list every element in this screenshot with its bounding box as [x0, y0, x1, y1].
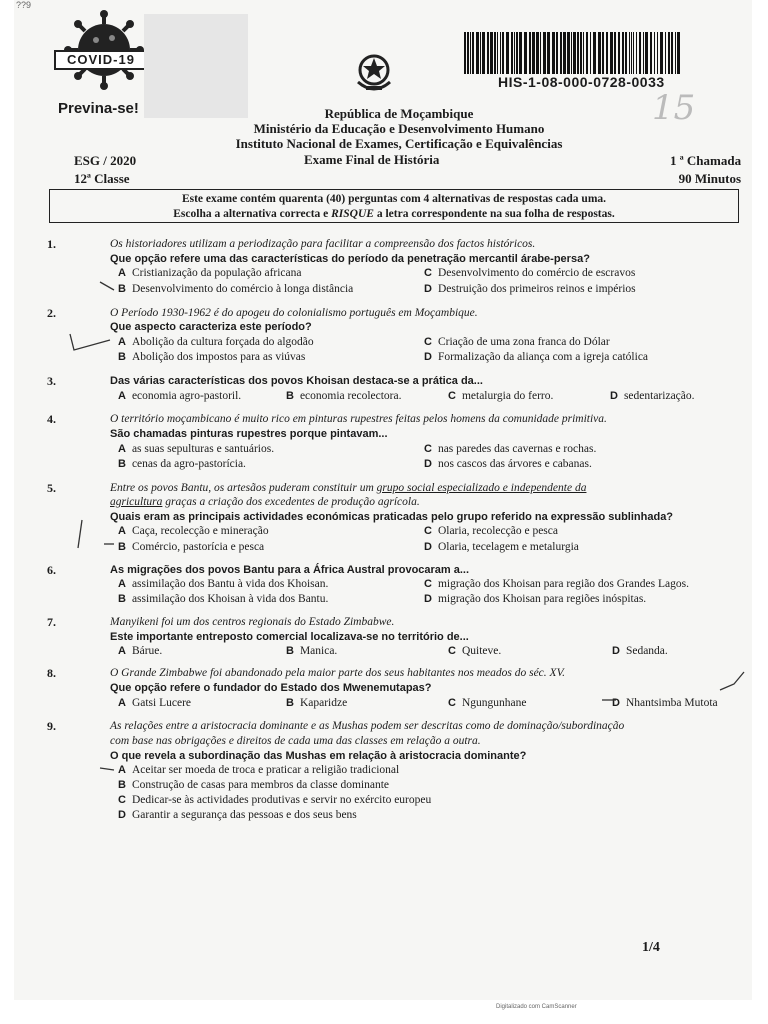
option-c[interactable]: C Quiteve.: [448, 645, 502, 657]
question-number: 8.: [47, 666, 56, 680]
call: 1 ª Chamada: [670, 153, 742, 168]
option-b[interactable]: B Manica.: [286, 645, 338, 657]
question-prompt: O que revela a subordinação das Mushas em relação à aristocracia dominante?: [110, 750, 527, 762]
exam-sheet: [14, 0, 752, 1000]
hand-marks: [14, 0, 752, 1000]
option-c[interactable]: C migração dos Khoisan para região dos Grandes Lagos.: [424, 578, 689, 590]
option-a[interactable]: A Caça, recolecção e mineração: [118, 525, 269, 537]
previna-label: Previna-se!: [58, 100, 139, 117]
question-stem: O território moçambicano é muito rico em pinturas rupestres feitas pelos homens da comunidade primitiva.: [110, 413, 607, 425]
question-prompt: Quais eram as principais actividades económicas praticadas pelo grupo referido na expressão sublinhada?: [110, 511, 674, 523]
option-b[interactable]: B economia recolectora.: [286, 390, 402, 402]
option-d[interactable]: D Olaria, tecelagem e metalurgia: [424, 541, 579, 553]
institute-title: Instituto Nacional de Exames, Certificação e Equivalências: [235, 136, 563, 151]
handwritten-mark: 15: [652, 88, 696, 128]
option-c[interactable]: C Criação de uma zona franca do Dólar: [424, 336, 610, 348]
scanner-watermark: Digitalizado com CamScanner: [496, 1004, 577, 1010]
question-stem: Os historiadores utilizam a periodização para facilitar a compreensão dos factos históricos.: [110, 238, 536, 250]
grade: 12ª Classe: [74, 171, 130, 186]
question-number: 3.: [47, 374, 56, 388]
question-number: 6.: [47, 563, 56, 577]
republic-title: República de Moçambique: [324, 106, 474, 121]
question-prompt: As migrações dos povos Bantu para a África Austral provocaram a...: [110, 564, 470, 576]
option-d[interactable]: D Nhantsimba Mutota: [612, 697, 718, 709]
instructions-line2: Escolha a alternativa correcta e RISQUE a letra correspondente na sua folha de respostas.: [173, 208, 615, 220]
question-stem: O Período 1930-1962 é do apogeu do colonialismo português em Moçambique.: [110, 307, 478, 319]
exam-code: HIS-1-08-000-0728-0033: [498, 74, 665, 90]
question-stem: Entre os povos Bantu, os artesãos puderam constituir um grupo social especializado e independente da: [110, 482, 587, 494]
option-a[interactable]: A Abolição da cultura forçada do algodão: [118, 336, 314, 348]
level: ESG / 2020: [74, 153, 137, 168]
question-prompt: Que opção refere uma das características do período da penetração mercantil árabe-persa?: [110, 253, 590, 265]
question-stem: As relações entre a aristocracia dominante e as Mushas podem ser descritas como de dominação/subordinação: [110, 720, 625, 732]
question-prompt: Este importante entreposto comercial localizava-se no território de...: [110, 631, 469, 643]
question-number: 7.: [47, 615, 56, 629]
question-stem-cont: agricultura graças a criação dos excedentes de produção agrícola.: [110, 496, 420, 508]
option-d[interactable]: D migração dos Khoisan para regiões inóspitas.: [424, 593, 647, 605]
option-d[interactable]: D sedentarização.: [610, 390, 695, 402]
option-b[interactable]: B cenas da agro-pastorícia.: [118, 458, 246, 470]
question-number: 5.: [47, 481, 56, 495]
duration: 90 Minutos: [678, 171, 742, 186]
option-b[interactable]: B Construção de casas para membros da classe dominante: [118, 779, 390, 791]
option-c[interactable]: C Desenvolvimento do comércio de escravos: [424, 267, 636, 279]
question-stem: Manyikeni foi um dos centros regionais do Estado Zimbabwe.: [110, 616, 395, 628]
question-number: 1.: [47, 237, 56, 251]
question-number: 9.: [47, 719, 56, 733]
question-number: 4.: [47, 412, 56, 426]
option-a[interactable]: A assimilação dos Bantu à vida dos Khoisan.: [118, 578, 329, 590]
option-a[interactable]: A Aceitar ser moeda de troca e praticar a religião tradicional: [118, 764, 400, 776]
question-prompt: São chamadas pinturas rupestres porque pintavam...: [110, 428, 388, 440]
option-c[interactable]: C Ngungunhane: [448, 697, 527, 709]
option-a[interactable]: A economia agro-pastoril.: [118, 390, 242, 402]
scan-note: ??9: [16, 0, 32, 10]
question-prompt: Que aspecto caracteriza este período?: [110, 321, 312, 333]
option-a[interactable]: A as suas sepulturas e santuários.: [118, 443, 275, 455]
option-c[interactable]: C Olaria, recolecção e pesca: [424, 525, 558, 537]
option-d[interactable]: D Formalização da aliança com a igreja católica: [424, 351, 649, 363]
option-a[interactable]: A Cristianização da população africana: [118, 267, 302, 279]
question-stem: O Grande Zimbabwe foi abandonado pela maior parte dos seus habitantes nos meados do séc. XV.: [110, 667, 565, 679]
covid-badge: COVID-19: [54, 50, 148, 70]
option-b[interactable]: B Comércio, pastorícia e pesca: [118, 541, 265, 553]
question-number: 2.: [47, 306, 56, 320]
option-c[interactable]: C metalurgia do ferro.: [448, 390, 554, 402]
exam-title: Exame Final de História: [304, 152, 440, 167]
instructions-line1: Este exame contém quarenta (40) perguntas com 4 alternativas de respostas cada uma.: [181, 193, 607, 205]
option-a[interactable]: A Gatsi Lucere: [118, 697, 192, 709]
option-c[interactable]: C Dedicar-se às actividades produtivas e servir no exército europeu: [118, 794, 432, 806]
question-prompt: Das várias características dos povos Khoisan destaca-se a prática da...: [110, 375, 483, 387]
option-b[interactable]: B Abolição dos impostos para as viúvas: [118, 351, 306, 363]
ministry-title: Ministério da Educação e Desenvolvimento Humano: [253, 121, 545, 136]
option-d[interactable]: D Garantir a segurança das pessoas e dos seus bens: [118, 809, 357, 821]
question-prompt: Que opção refere o fundador do Estado dos Mwenemutapas?: [110, 682, 432, 694]
page-number: 1/4: [642, 940, 660, 955]
option-a[interactable]: A Bárue.: [118, 645, 163, 657]
option-b[interactable]: B Desenvolvimento do comércio à longa distância: [118, 283, 354, 295]
option-d[interactable]: D nos cascos das árvores e cabanas.: [424, 458, 592, 470]
option-b[interactable]: B Kaparidze: [286, 697, 348, 709]
option-b[interactable]: B assimilação dos Khoisan à vida dos Bantu.: [118, 593, 329, 605]
option-d[interactable]: D Destruição dos primeiros reinos e impérios: [424, 283, 636, 295]
option-d[interactable]: D Sedanda.: [612, 645, 668, 657]
question-stem-cont: com base nas obrigações e direitos de cada uma das classes em relação a outra.: [110, 735, 481, 747]
option-c[interactable]: C nas paredes das cavernas e rochas.: [424, 443, 597, 455]
